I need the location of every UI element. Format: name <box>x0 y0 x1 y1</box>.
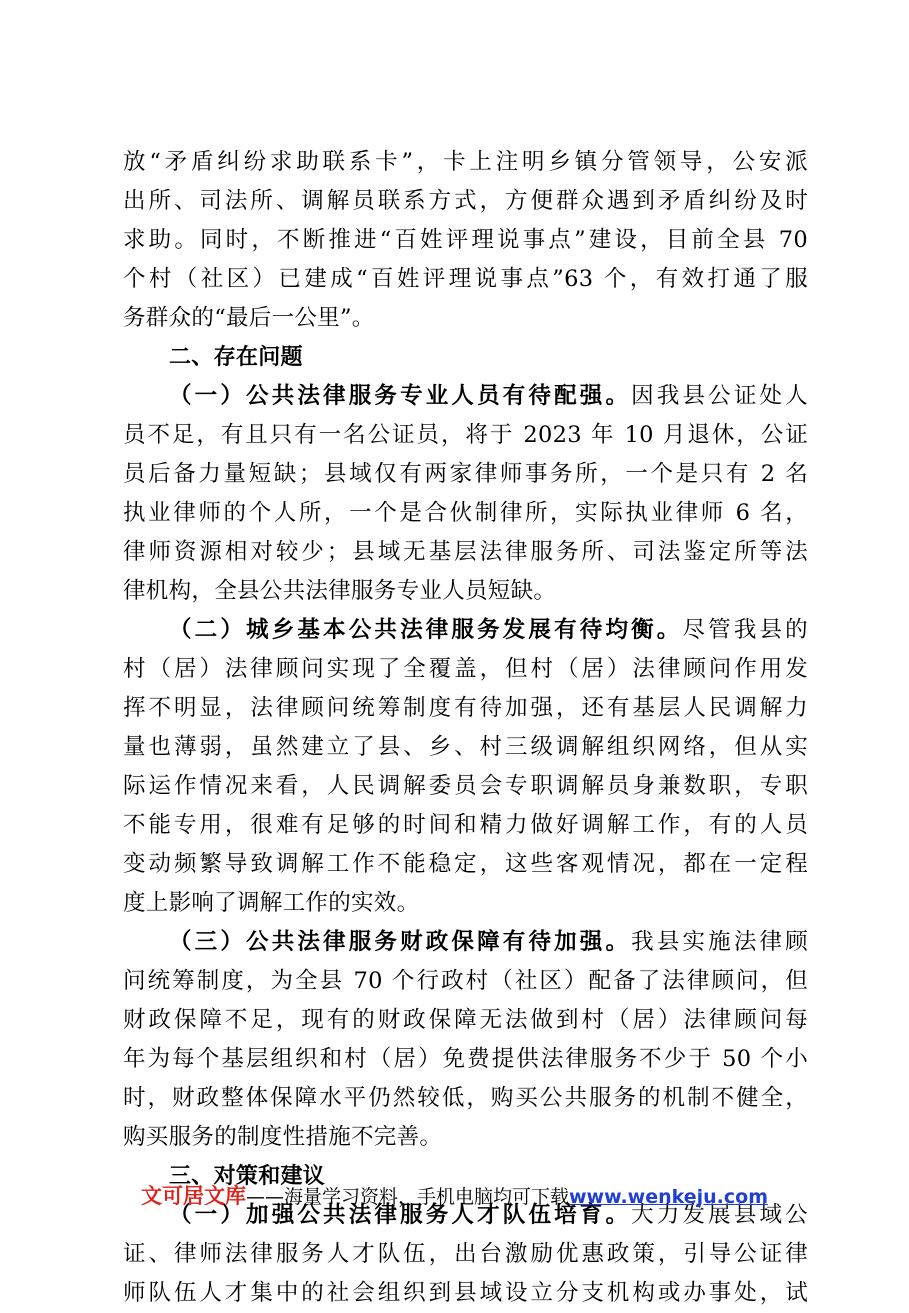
paragraph-lead-title: （一）公共法律服务专业人员有待配强。 <box>169 383 632 409</box>
body-text-line: 出所、司法所、调解员联系方式，方便群众遇到矛盾纠纷及时 <box>123 188 808 214</box>
body-text-line: 放“矛盾纠纷求助联系卡”，卡上注明乡镇分管领导，公安派 <box>123 149 808 175</box>
footer-banner <box>0 1182 909 1211</box>
body-text-line: 挥不明显，法律顾问统筹制度有待加强，还有基层人民调解力 <box>123 695 808 721</box>
body-text-line: 员后备力量短缺；县域仅有两家律师事务所，一个是只有 2 名 <box>123 461 808 487</box>
paragraph-lead-text: 尽管我县的 <box>682 617 808 643</box>
body-text-line: 师队伍人才集中的社会组织到县域设立分支机构或办事处，试 <box>123 1280 808 1306</box>
body-text-line: 律机构，全县公共法律服务专业人员短缺。 <box>123 578 557 604</box>
footer-brand: 文可居文库 <box>140 1184 246 1208</box>
paragraph-lead-line <box>123 923 808 962</box>
body-text-line: 不能专用，很难有足够的时间和精力做好调解工作，有的人员 <box>123 812 808 838</box>
paragraph-lead-text: 因我县公证处人 <box>631 383 808 409</box>
paragraph-lead-text: 我县实施法律顾 <box>631 929 808 955</box>
body-text-line: 购买服务的制度性措施不完善。 <box>123 1124 443 1150</box>
paragraph-lead-line <box>123 611 808 650</box>
section-heading-text: 三、对策和建议 <box>169 1164 326 1189</box>
body-text-line: 执业律师的个人所，一个是合伙制律所，实际执业律师 6 名， <box>123 500 808 526</box>
footer-slogan: ——海量学习资料，手机电脑均可下载 <box>245 1186 569 1208</box>
section-heading-text: 二、存在问题 <box>169 345 303 370</box>
body-text-line: 变动频繁导致调解工作不能稳定，这些客观情况，都在一定程 <box>123 851 808 877</box>
body-text-line: 员不足，有且只有一名公证员，将于 2023 年 10 月退休，公证 <box>123 422 808 448</box>
body-text-line: 年为每个基层组织和村（居）免费提供法律服务不少于 50 个小 <box>123 1046 808 1072</box>
paragraph-lead-text: 大力发展县域公 <box>631 1202 808 1228</box>
body-text-line: 证、律师法律服务人才队伍，出台激励优惠政策，引导公证律 <box>123 1241 808 1267</box>
body-text-line: 际运作情况来看，人民调解委员会专职调解员身兼数职，专职 <box>123 773 808 799</box>
body-text-line: 个村（社区）已建成“百姓评理说事点”63 个，有效打通了服 <box>123 266 808 292</box>
paragraph-lead-title: （一）加强公共法律服务人才队伍培育。 <box>169 1202 632 1228</box>
body-text-line: 村（居）法律顾问实现了全覆盖，但村（居）法律顾问作用发 <box>123 656 808 682</box>
body-text-line: 时，财政整体保障水平仍然较低，购买公共服务的机制不健全， <box>123 1085 808 1111</box>
document-body <box>123 143 808 1313</box>
body-text-line: 问统筹制度，为全县 70 个行政村（社区）配备了法律顾问，但 <box>123 968 808 994</box>
body-text-line: 律师资源相对较少；县域无基层法律服务所、司法鉴定所等法 <box>123 539 808 565</box>
paragraph-lead-line <box>123 377 808 416</box>
paragraph-lead-title: （三）公共法律服务财政保障有待加强。 <box>169 929 632 955</box>
body-text-line: 务群众的“最后一公里”。 <box>123 305 375 331</box>
paragraph-lead-title: （二）城乡基本公共法律服务发展有待均衡。 <box>169 617 683 643</box>
body-text-line: 求助。同时，不断推进“百姓评理说事点”建设，目前全县 70 <box>123 227 808 253</box>
body-text-line: 财政保障不足，现有的财政保障无法做到村（居）法律顾问每 <box>123 1007 808 1033</box>
section-heading <box>123 338 808 377</box>
body-text-line: 度上影响了调解工作的实效。 <box>123 890 420 916</box>
footer-link[interactable]: www.wenkeju.com <box>569 1186 769 1208</box>
body-text-line: 量也薄弱，虽然建立了县、乡、村三级调解组织网络，但从实 <box>123 734 808 760</box>
